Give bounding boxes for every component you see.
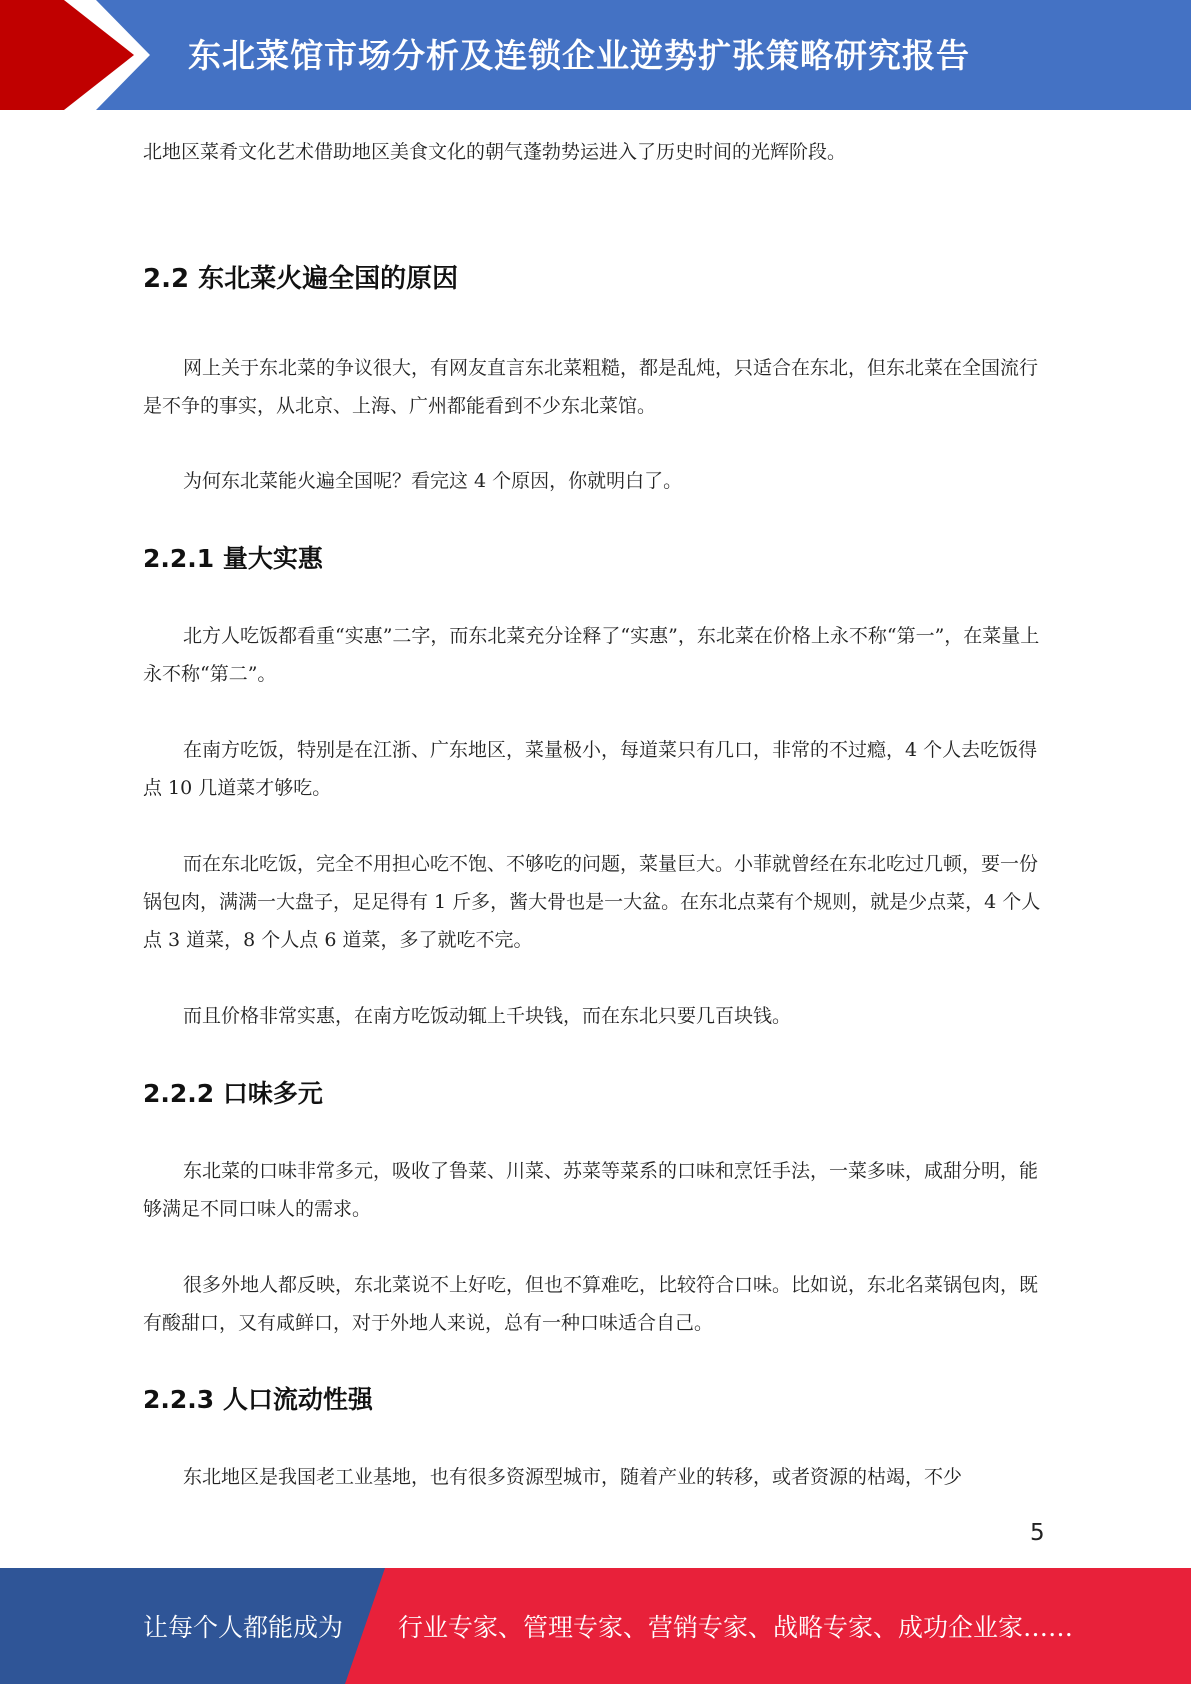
header-red-arrow	[0, 0, 134, 110]
footer-slogan-left: 让每个人都能成为	[143, 1613, 344, 1642]
section-heading-2-2-1: 2.2.1 量大实惠	[143, 544, 323, 573]
page-footer	[0, 1568, 1191, 1684]
paragraph: 很多外地人都反映，东北菜说不上好吃，但也不算难吃，比较符合口味。比如说，东北名菜锅包肉，既有酸甜口，又有咸鲜口，对于外地人来说，总有一种口味适合自己。	[143, 1274, 1039, 1334]
paragraph: 在南方吃饭，特别是在江浙、广东地区，菜量极小，每道菜只有几口，非常的不过瘾，4 个人去吃饭得点 10 几道菜才够吃。	[143, 739, 1038, 799]
paragraph: 为何东北菜能火遍全国呢？看完这 4 个原因，你就明白了。	[183, 470, 683, 492]
paragraph: 而且价格非常实惠，在南方吃饭动辄上千块钱，而在东北只要几百块钱。	[183, 1005, 792, 1027]
paragraph: 而在东北吃饭，完全不用担心吃不饱、不够吃的问题，菜量巨大。小菲就曾经在东北吃过几顿，要一份锅包肉，满满一大盘子，足足得有 1 斤多，酱大骨也是一大盆。在东北点菜有个规则，就是少点菜，4 个人点 3 道菜，8 个人点 6 道菜，多了就吃不完。	[143, 853, 1041, 951]
paragraph: 东北菜的口味非常多元，吸收了鲁菜、川菜、苏菜等菜系的口味和烹饪手法，一菜多味，咸甜分明，能够满足不同口味人的需求。	[143, 1160, 1039, 1220]
section-heading-2-2-3: 2.2.3 人口流动性强	[143, 1385, 373, 1414]
section-heading-2-2-2: 2.2.2 口味多元	[143, 1079, 323, 1108]
section-heading-2-2: 2.2 东北菜火遍全国的原因	[143, 264, 459, 294]
page-number: 5	[1030, 1520, 1045, 1546]
paragraph: 网上关于东北菜的争议很大，有网友直言东北菜粗糙，都是乱炖，只适合在东北，但东北菜在全国流行是不争的事实，从北京、上海、广州都能看到不少东北菜馆。	[143, 357, 1039, 417]
paragraph: 东北地区是我国老工业基地，也有很多资源型城市，随着产业的转移，或者资源的枯竭，不少	[183, 1466, 963, 1488]
page-header	[0, 0, 1191, 110]
footer-slogan-right: 行业专家、管理专家、营销专家、战略专家、成功企业家……	[398, 1613, 1074, 1642]
paragraph: 北方人吃饭都看重“实惠”二字，而东北菜充分诠释了“实惠”，东北菜在价格上永不称“第一”，在菜量上永不称“第二”。	[143, 625, 1040, 685]
report-title: 东北菜馆市场分析及连锁企业逆势扩张策略研究报告	[188, 36, 970, 75]
paragraph-intro: 北地区菜肴文化艺术借助地区美食文化的朝气蓬勃势运进入了历史时间的光辉阶段。	[143, 141, 847, 163]
